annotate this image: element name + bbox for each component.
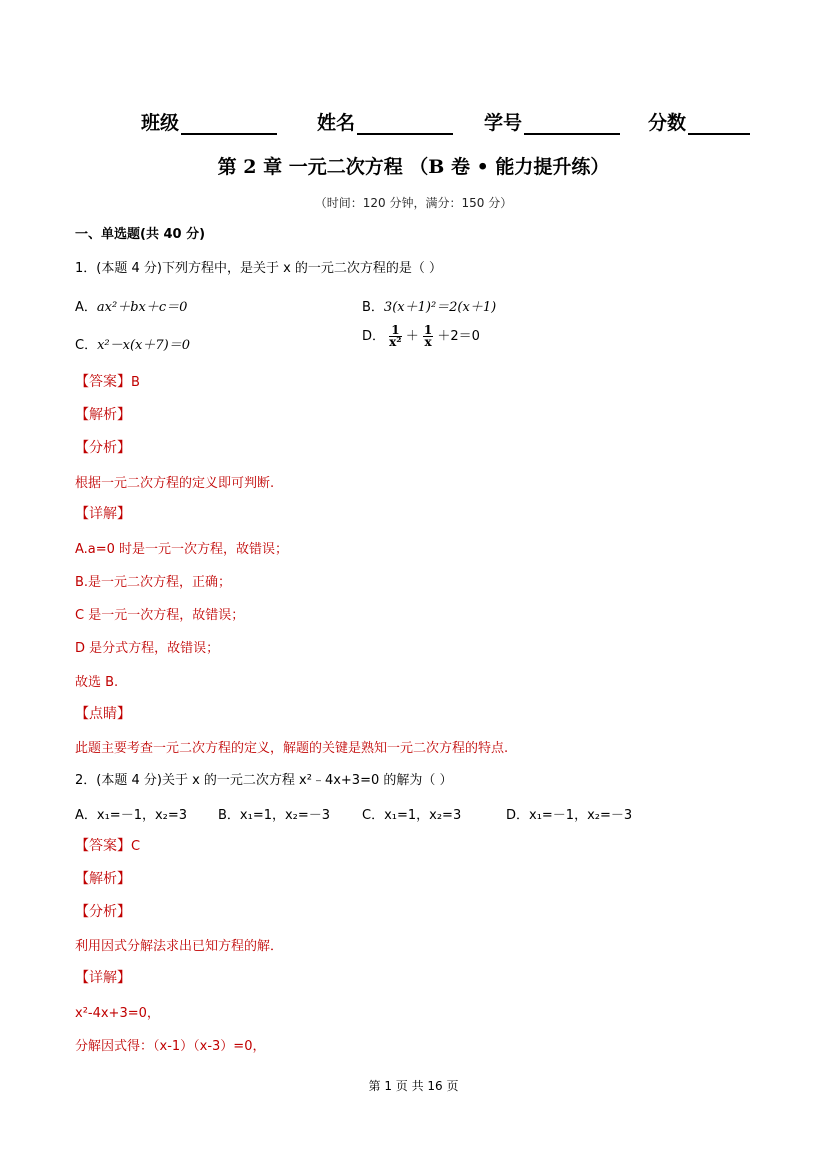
q1-detail-line: 故选 B. [75, 675, 119, 690]
class-blank[interactable] [181, 111, 277, 135]
page-footer: 第 1 页 共 16 页 [368, 1079, 459, 1093]
student-id-field [484, 108, 620, 135]
q2-option-a: A．x₁=－1，x₂=3 [75, 808, 188, 823]
name-field [317, 108, 453, 135]
fraction-1-over-x-squared: $\frac{1}{\text{x²}}$ [389, 323, 402, 349]
q1-detail-tag: 【详解】 [75, 506, 131, 522]
q1-fenxi-text: 根据一元二次方程的定义即可判断. [75, 476, 275, 491]
student-id-blank[interactable] [524, 111, 620, 135]
q2-option-c: C．x₁=1，x₂=3 [362, 808, 462, 823]
exam-info: （时间：120 分钟，满分：150 分） [314, 196, 513, 210]
q2-fenxi-tag: 【分析】 [75, 904, 131, 920]
q2-detail-tag: 【详解】 [75, 970, 131, 986]
question-1-stem: 1．(本题 4 分)下列方程中，是关于 x 的一元二次方程的是（ ） [75, 261, 443, 276]
q1-option-d: D． $\frac{1}{\text{x²}}$ ＋ $\frac{1}{x}$ ＋2＝0 [362, 323, 480, 349]
q2-analysis-tag: 【解析】 [75, 871, 131, 887]
q2-fenxi-text: 利用因式分解法求出已知方程的解． [75, 939, 284, 954]
q1-option-a: A．ax²＋bx＋c＝0 [75, 300, 188, 315]
q1-comment-tag: 【点睛】 [75, 706, 131, 722]
q1-detail-line: D 是分式方程，故错误； [75, 641, 220, 656]
student-id-label: 学号 [484, 112, 523, 134]
fraction-1-over-x: $\frac{1}{x}$ [423, 323, 433, 349]
class-field [141, 108, 277, 135]
section-heading: 一、单选题(共 40 分) [75, 227, 206, 242]
score-blank[interactable] [688, 111, 750, 135]
q1-analysis-tag: 【解析】 [75, 407, 131, 423]
q1-fenxi-tag: 【分析】 [75, 440, 131, 456]
question-2-stem: 2．(本题 4 分)关于 x 的一元二次方程 x²﹣4x+3=0 的解为（ ） [75, 773, 453, 788]
name-label: 姓名 [317, 112, 356, 134]
q1-detail-line: A.a=0 时是一元一次方程，故错误； [75, 542, 289, 557]
name-blank[interactable] [357, 111, 453, 135]
q2-option-b: B．x₁=1，x₂=－3 [218, 808, 331, 823]
q2-detail-line: 分解因式得：（x-1）（x-3）=0， [75, 1039, 266, 1054]
q1-detail-line: B.是一元二次方程，正确； [75, 575, 232, 590]
q1-detail-line: C 是一元一次方程，故错误； [75, 608, 245, 623]
q1-option-c: C．x²－x(x＋7)＝0 [75, 338, 190, 353]
score-field [648, 108, 750, 135]
q1-option-b: B．3(x＋1)²＝2(x＋1) [362, 300, 497, 315]
q1-comment-text: 此题主要考查一元二次方程的定义，解题的关键是熟知一元二次方程的特点. [75, 741, 509, 756]
student-info-header [0, 108, 827, 136]
q2-detail-line: x²-4x+3=0， [75, 1006, 160, 1021]
page-title: 第 2 章 一元二次方程 （B 卷 • 能力提升练） [217, 156, 610, 178]
q2-answer: 【答案】C [75, 838, 141, 854]
q1-answer: 【答案】B [75, 374, 140, 390]
score-label: 分数 [648, 112, 687, 134]
q2-option-d: D．x₁=－1，x₂=－3 [506, 808, 633, 823]
class-label: 班级 [141, 112, 180, 134]
